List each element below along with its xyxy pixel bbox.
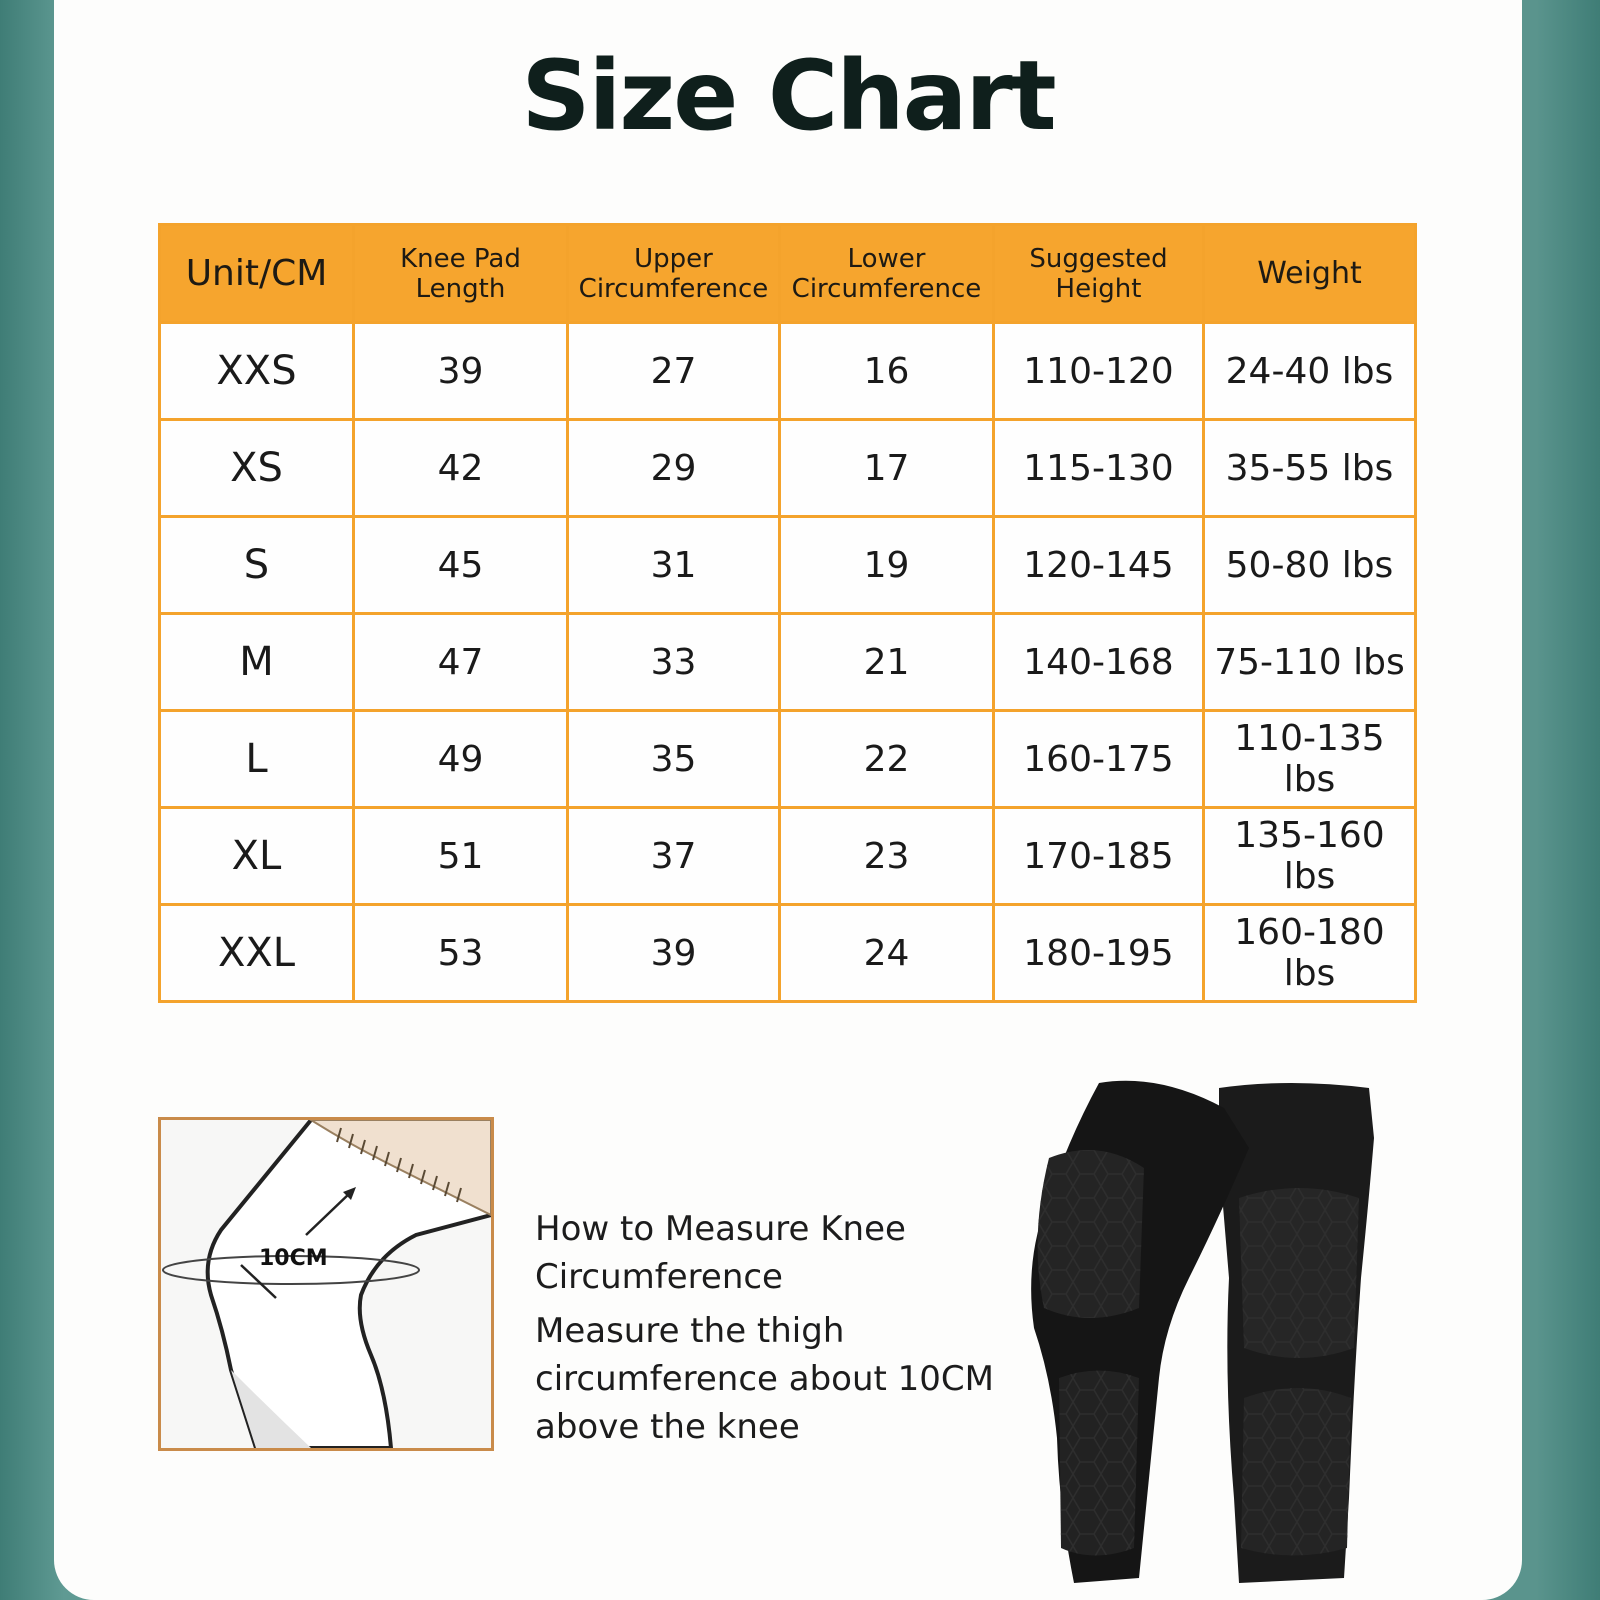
height-cell: 140-168 [994, 614, 1204, 711]
weight-cell: 135-160 lbs [1204, 808, 1416, 905]
page-title: Size Chart [521, 40, 1055, 152]
header-unit: Unit/CM [160, 225, 354, 323]
weight-cell: 35-55 lbs [1204, 420, 1416, 517]
size-chart-card [54, 0, 1522, 1600]
length-cell: 53 [354, 905, 568, 1002]
height-cell: 115-130 [994, 420, 1204, 517]
length-cell: 42 [354, 420, 568, 517]
lower-cell: 17 [780, 420, 994, 517]
table-row [160, 808, 1416, 905]
lower-cell: 24 [780, 905, 994, 1002]
table-row [160, 323, 1416, 420]
size-cell: S [160, 517, 354, 614]
table-header-row [160, 225, 1416, 323]
table-row [160, 517, 1416, 614]
header-lower-circumference: Lower Circumference [780, 225, 994, 323]
length-cell: 39 [354, 323, 568, 420]
measure-instructions [535, 1205, 995, 1451]
height-cell: 160-175 [994, 711, 1204, 808]
height-cell: 120-145 [994, 517, 1204, 614]
header-suggested-height: Suggested Height [994, 225, 1204, 323]
upper-cell: 39 [568, 905, 780, 1002]
weight-cell: 160-180 lbs [1204, 905, 1416, 1002]
upper-cell: 31 [568, 517, 780, 614]
lower-cell: 16 [780, 323, 994, 420]
knee-diagram-icon [161, 1120, 491, 1448]
upper-cell: 27 [568, 323, 780, 420]
size-cell: XXL [160, 905, 354, 1002]
lower-cell: 23 [780, 808, 994, 905]
lower-cell: 19 [780, 517, 994, 614]
measure-heading: How to Measure Knee Circumference [535, 1209, 906, 1297]
table-row [160, 905, 1416, 1002]
lower-cell: 21 [780, 614, 994, 711]
upper-cell: 37 [568, 808, 780, 905]
header-weight: Weight [1204, 225, 1416, 323]
table-row [160, 614, 1416, 711]
measure-label: 10CM [259, 1246, 328, 1271]
upper-cell: 33 [568, 614, 780, 711]
upper-cell: 35 [568, 711, 780, 808]
weight-cell: 110-135 lbs [1204, 711, 1416, 808]
length-cell: 45 [354, 517, 568, 614]
size-cell: XXS [160, 323, 354, 420]
height-cell: 180-195 [994, 905, 1204, 1002]
size-cell: L [160, 711, 354, 808]
size-cell: XL [160, 808, 354, 905]
upper-cell: 29 [568, 420, 780, 517]
header-knee-pad-length: Knee Pad Length [354, 225, 568, 323]
measure-instruction-text: Measure the thigh circumference about 10CM above the knee [535, 1311, 994, 1447]
table-row [160, 420, 1416, 517]
weight-cell: 75-110 lbs [1204, 614, 1416, 711]
table-row [160, 711, 1416, 808]
weight-cell: 50-80 lbs [1204, 517, 1416, 614]
knee-measure-illustration [158, 1117, 494, 1451]
length-cell: 51 [354, 808, 568, 905]
length-cell: 47 [354, 614, 568, 711]
height-cell: 110-120 [994, 323, 1204, 420]
size-cell: XS [160, 420, 354, 517]
height-cell: 170-185 [994, 808, 1204, 905]
header-upper-circumference: Upper Circumference [568, 225, 780, 323]
length-cell: 49 [354, 711, 568, 808]
lower-cell: 22 [780, 711, 994, 808]
weight-cell: 24-40 lbs [1204, 323, 1416, 420]
size-cell: M [160, 614, 354, 711]
knee-pads-image [989, 1078, 1409, 1588]
size-table [158, 223, 1417, 1003]
